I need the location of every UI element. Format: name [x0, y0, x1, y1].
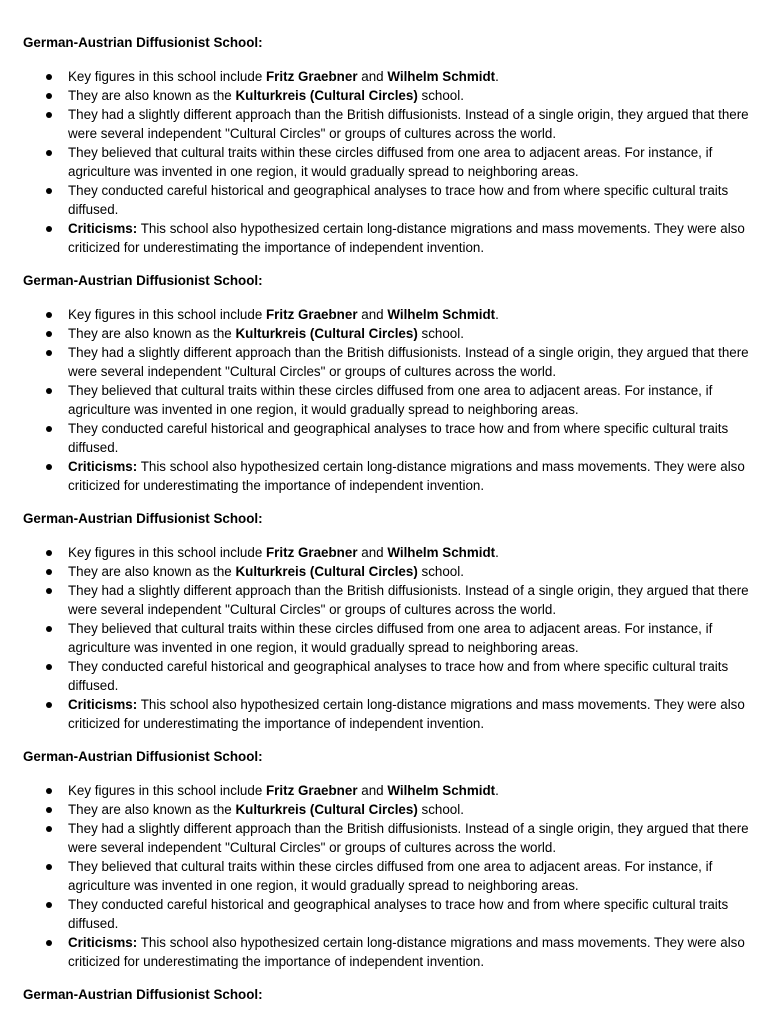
text-run: This school also hypothesized certain long-distance migrations and mass movements. They were also criticized for underestimating the importance of independent invention.	[68, 459, 745, 493]
text-run: They are also known as the	[68, 802, 236, 817]
bullet-list	[0, 305, 768, 495]
list-item	[0, 781, 768, 800]
section-heading: German-Austrian Diffusionist School:	[23, 511, 263, 526]
text-run: .	[495, 307, 499, 322]
text-run: They are also known as the	[68, 564, 236, 579]
list-item: They believed that cultural traits within these circles diffused from one area to adjacent areas. For instance, if agriculture was invented in one region, it would gradually spread to neighboring areas.	[0, 381, 768, 419]
text-run: school.	[417, 88, 464, 103]
text-run: Key figures in this school include	[68, 69, 266, 84]
list-item	[0, 695, 768, 733]
bold-name: Wilhelm Schmidt	[387, 783, 496, 798]
text-run: .	[495, 545, 499, 560]
text-run: school.	[417, 564, 464, 579]
list-item: They believed that cultural traits within these circles diffused from one area to adjacent areas. For instance, if agriculture was invented in one region, it would gradually spread to neighboring areas.	[0, 857, 768, 895]
text-run: .	[495, 69, 499, 84]
list-item: They conducted careful historical and geographical analyses to trace how and from where specific cultural traits diffused.	[0, 419, 768, 457]
list-item	[0, 457, 768, 495]
text-run: This school also hypothesized certain long-distance migrations and mass movements. They were also criticized for underestimating the importance of independent invention.	[68, 221, 745, 255]
list-item: They conducted careful historical and geographical analyses to trace how and from where specific cultural traits diffused.	[0, 181, 768, 219]
bold-name: Fritz Graebner	[266, 69, 358, 84]
list-item	[0, 800, 768, 819]
criticisms-label: Criticisms:	[68, 697, 138, 712]
list-item: They conducted careful historical and geographical analyses to trace how and from where specific cultural traits diffused.	[0, 895, 768, 933]
bold-term: Kulturkreis (Cultural Circles)	[235, 88, 418, 103]
text-run: and	[357, 307, 388, 322]
list-item	[0, 67, 768, 86]
bold-name: Fritz Graebner	[266, 307, 358, 322]
list-item	[0, 543, 768, 562]
list-item: They conducted careful historical and geographical analyses to trace how and from where specific cultural traits diffused.	[0, 657, 768, 695]
list-item	[0, 933, 768, 971]
bullet-list	[0, 781, 768, 971]
text-run: Key figures in this school include	[68, 545, 266, 560]
text-run: school.	[417, 326, 464, 341]
text-run: .	[495, 783, 499, 798]
section-heading: German-Austrian Diffusionist School:	[23, 749, 263, 764]
text-run: and	[357, 783, 388, 798]
bold-term: Kulturkreis (Cultural Circles)	[235, 564, 418, 579]
section-heading: German-Austrian Diffusionist School:	[23, 273, 263, 288]
bold-name: Wilhelm Schmidt	[387, 69, 496, 84]
criticisms-label: Criticisms:	[68, 459, 138, 474]
bold-name: Wilhelm Schmidt	[387, 307, 496, 322]
list-item: They had a slightly different approach than the British diffusionists. Instead of a single origin, they argued that there were several independent "Cultural Circles" or groups of cultures across the world.	[0, 105, 768, 143]
bullet-list	[0, 543, 768, 733]
section-heading: German-Austrian Diffusionist School:	[23, 987, 263, 1002]
list-item: They believed that cultural traits within these circles diffused from one area to adjacent areas. For instance, if agriculture was invented in one region, it would gradually spread to neighboring areas.	[0, 619, 768, 657]
bold-name: Fritz Graebner	[266, 545, 358, 560]
list-item	[0, 324, 768, 343]
text-run: Key figures in this school include	[68, 307, 266, 322]
list-item: They had a slightly different approach than the British diffusionists. Instead of a single origin, they argued that there were several independent "Cultural Circles" or groups of cultures across the world.	[0, 819, 768, 857]
bullet-list	[0, 67, 768, 257]
section-heading: German-Austrian Diffusionist School:	[23, 35, 263, 50]
bold-term: Kulturkreis (Cultural Circles)	[235, 326, 418, 341]
list-item: They had a slightly different approach than the British diffusionists. Instead of a single origin, they argued that there were several independent "Cultural Circles" or groups of cultures across the world.	[0, 581, 768, 619]
text-run: They are also known as the	[68, 326, 236, 341]
bold-term: Kulturkreis (Cultural Circles)	[235, 802, 418, 817]
text-run: and	[357, 69, 388, 84]
list-item	[0, 305, 768, 324]
list-item: They believed that cultural traits within these circles diffused from one area to adjacent areas. For instance, if agriculture was invented in one region, it would gradually spread to neighboring areas.	[0, 143, 768, 181]
criticisms-label: Criticisms:	[68, 221, 138, 236]
text-run: This school also hypothesized certain long-distance migrations and mass movements. They were also criticized for underestimating the importance of independent invention.	[68, 935, 745, 969]
list-item	[0, 219, 768, 257]
text-run: This school also hypothesized certain long-distance migrations and mass movements. They were also criticized for underestimating the importance of independent invention.	[68, 697, 745, 731]
criticisms-label: Criticisms:	[68, 935, 138, 950]
list-item	[0, 86, 768, 105]
text-run: school.	[417, 802, 464, 817]
list-item: They had a slightly different approach than the British diffusionists. Instead of a single origin, they argued that there were several independent "Cultural Circles" or groups of cultures across the world.	[0, 343, 768, 381]
bold-name: Wilhelm Schmidt	[387, 545, 496, 560]
bold-name: Fritz Graebner	[266, 783, 358, 798]
text-run: They are also known as the	[68, 88, 236, 103]
text-run: and	[357, 545, 388, 560]
list-item	[0, 562, 768, 581]
text-run: Key figures in this school include	[68, 783, 266, 798]
